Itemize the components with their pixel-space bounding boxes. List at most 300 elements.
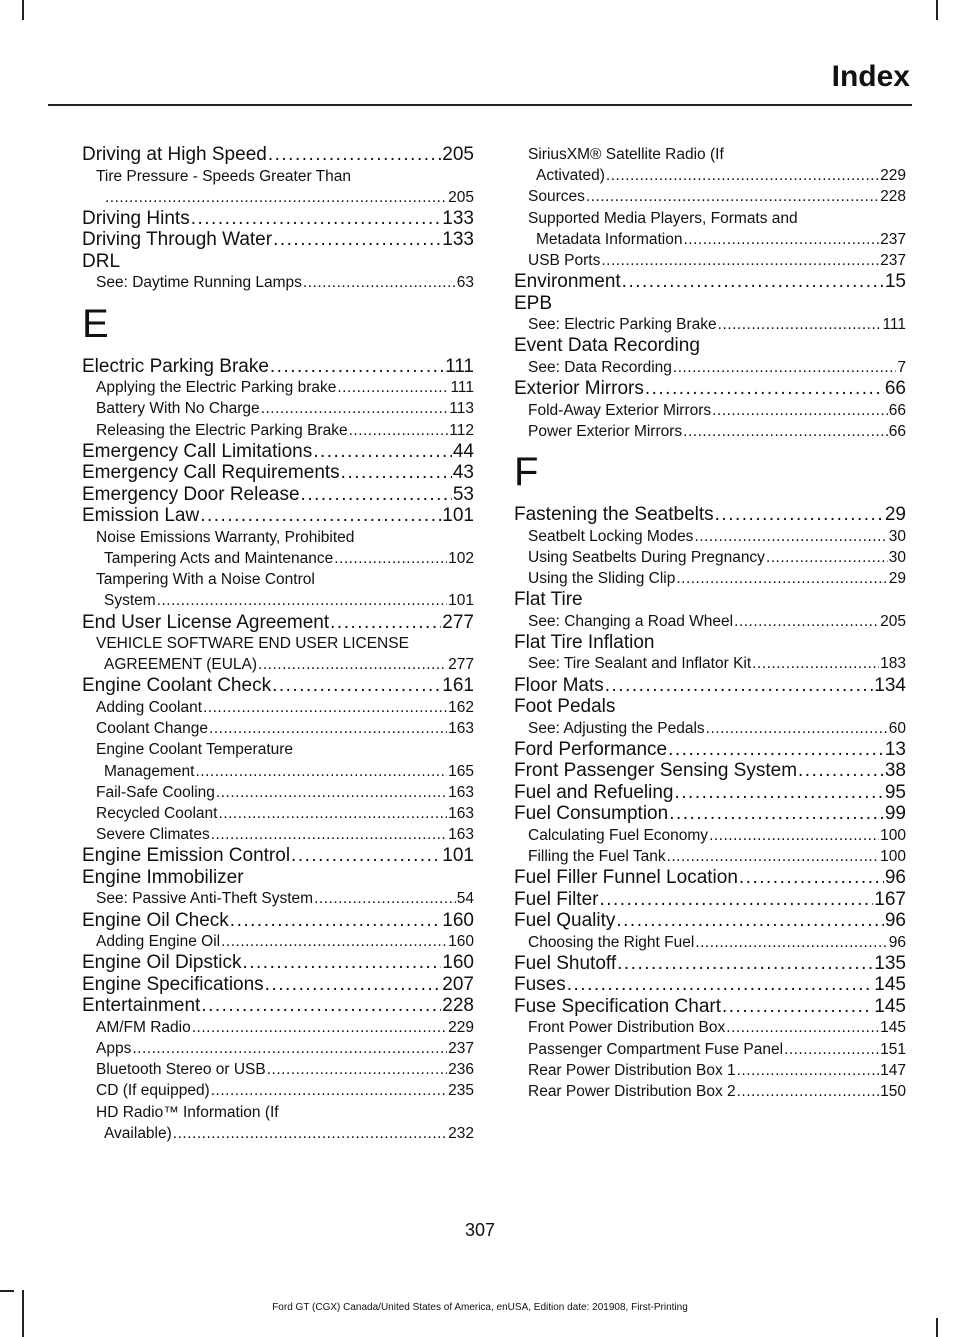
index-entry <box>514 504 906 526</box>
entry-page: 38 <box>884 760 906 782</box>
entry-text: Engine Emission Control <box>82 845 291 867</box>
index-subentry <box>514 357 906 378</box>
entry-text: Coolant Change <box>96 720 209 738</box>
index-subentry <box>514 846 906 867</box>
entry-text: Rear Power Distribution Box 1 <box>528 1061 736 1079</box>
entry-text: Fuel Filter <box>514 888 599 910</box>
entry-text: Emergency Call Requirements <box>82 462 340 484</box>
dot-leader <box>766 547 888 568</box>
entry-page: 29 <box>884 504 906 526</box>
entry-text: Ford Performance <box>514 738 668 760</box>
index-entry: Flat Tire <box>514 589 583 611</box>
entry-page: 150 <box>880 1082 906 1100</box>
dot-leader <box>683 229 879 250</box>
index-entry <box>82 462 474 484</box>
index-subentry <box>514 1039 906 1060</box>
entry-page: 101 <box>442 845 474 867</box>
dot-leader <box>203 697 447 718</box>
entry-text: See: Adjusting the Pedals <box>528 719 705 737</box>
index-entry <box>82 356 474 378</box>
index-subentry: Noise Emissions Warranty, Prohibited <box>96 528 355 546</box>
entry-text: Using the Sliding Clip <box>528 569 676 587</box>
index-subentry-continued <box>82 548 474 569</box>
entry-text: System <box>104 592 156 610</box>
entry-text: Emission Law <box>82 505 200 527</box>
entry-page: 229 <box>448 1018 474 1036</box>
entry-page: 205 <box>448 188 474 206</box>
entry-text: Power Exterior Mirrors <box>528 422 683 440</box>
dot-leader <box>200 505 441 527</box>
dot-leader <box>216 782 447 803</box>
index-entry <box>82 612 474 634</box>
index-subentry <box>82 272 474 293</box>
entry-text: End User License Agreement <box>82 611 330 633</box>
dot-leader <box>341 462 452 484</box>
index-subentry-continued <box>82 590 474 611</box>
index-entry: EPB <box>514 292 553 314</box>
entry-text: Fuel and Refueling <box>514 781 674 803</box>
dot-leader <box>211 824 447 845</box>
index-subentry <box>82 377 474 398</box>
entry-text: Fold-Away Exterior Mirrors <box>528 401 712 419</box>
index-subentry <box>82 1059 474 1080</box>
dot-leader <box>668 739 884 761</box>
entry-page: 133 <box>442 207 474 229</box>
dot-leader <box>605 675 874 697</box>
dot-leader <box>268 144 441 166</box>
index-subentry <box>514 825 906 846</box>
index-entry <box>514 996 906 1018</box>
index-subentry <box>514 186 906 207</box>
dot-leader <box>752 653 879 674</box>
entry-page: 66 <box>888 422 906 440</box>
entry-text: Entertainment <box>82 995 201 1017</box>
entry-page: 237 <box>880 252 906 270</box>
header-rule <box>48 104 912 106</box>
entry-text: Rear Power Distribution Box 2 <box>528 1082 736 1100</box>
entry-text: Engine Coolant Check <box>82 675 272 697</box>
section-letter: E <box>82 301 109 346</box>
index-subentry-continued <box>82 1123 474 1144</box>
dot-leader <box>645 378 884 400</box>
index-subentry <box>82 697 474 718</box>
entry-page: 228 <box>442 995 474 1017</box>
dot-leader <box>291 845 441 867</box>
entry-page: 29 <box>888 569 906 587</box>
index-subentry <box>514 314 906 335</box>
dot-leader <box>734 611 879 632</box>
entry-page: 134 <box>874 674 906 696</box>
index-subentry <box>82 420 474 441</box>
crop-mark <box>936 1318 938 1337</box>
entry-page: 53 <box>452 483 474 505</box>
entry-text: Emergency Door Release <box>82 483 300 505</box>
entry-text: Front Passenger Sensing System <box>514 760 798 782</box>
index-entry: Flat Tire Inflation <box>514 631 655 653</box>
dot-leader <box>330 612 441 634</box>
index-entry <box>514 739 906 761</box>
dot-leader <box>737 1081 880 1102</box>
entry-page: 44 <box>452 440 474 462</box>
entry-page: 145 <box>874 974 906 996</box>
entry-page: 66 <box>884 378 906 400</box>
dot-leader <box>709 825 879 846</box>
dot-leader <box>737 1060 880 1081</box>
entry-page: 99 <box>884 803 906 825</box>
dot-leader <box>195 761 447 782</box>
entry-text: Fastening the Seatbelts <box>514 504 714 526</box>
index-subentry <box>514 250 906 271</box>
index-subentry <box>82 1017 474 1038</box>
entry-text: Available) <box>104 1124 172 1142</box>
entry-page: 100 <box>880 826 906 844</box>
index-column-left <box>82 144 474 1144</box>
entry-page: 165 <box>448 762 474 780</box>
index-column-right <box>514 144 906 1102</box>
index-subentry <box>514 1081 906 1102</box>
index-entry: DRL <box>82 250 121 272</box>
dot-leader <box>616 910 883 932</box>
dot-leader <box>617 953 873 975</box>
index-subentry <box>514 1017 906 1038</box>
entry-page: 161 <box>442 675 474 697</box>
dot-leader <box>667 846 880 867</box>
index-subentry: Tire Pressure - Speeds Greater Than <box>96 167 352 185</box>
index-subentry <box>514 718 906 739</box>
entry-text: Management <box>104 762 195 780</box>
entry-text: Recycled Coolant <box>96 804 218 822</box>
entry-page: 235 <box>448 1082 474 1100</box>
dot-leader <box>221 931 447 952</box>
dot-leader <box>706 718 888 739</box>
entry-page: 96 <box>884 910 906 932</box>
index-entry: Engine Immobilizer <box>82 866 244 888</box>
index-entry <box>82 208 474 230</box>
entry-text: See: Electric Parking Brake <box>528 316 717 334</box>
entry-text: Fuel Filler Funnel Location <box>514 867 738 889</box>
entry-page: 113 <box>449 400 474 418</box>
entry-text: See: Passive Anti-Theft System <box>96 890 314 908</box>
index-entry <box>82 441 474 463</box>
index-subentry <box>82 824 474 845</box>
index-subentry: VEHICLE SOFTWARE END USER LICENSE <box>96 635 409 653</box>
entry-text: Passenger Compartment Fuse Panel <box>528 1040 784 1058</box>
index-subentry: SiriusXM® Satellite Radio (If <box>528 146 724 163</box>
entry-text: Choosing the Right Fuel <box>528 933 695 951</box>
dot-leader <box>718 314 882 335</box>
dot-leader <box>157 590 447 611</box>
entry-text: Engine Oil Check <box>82 909 229 931</box>
dot-leader <box>272 675 441 697</box>
entry-page: 30 <box>888 527 906 545</box>
crop-mark <box>22 0 24 20</box>
dot-leader <box>242 952 441 974</box>
page-title: Index <box>831 60 910 93</box>
index-subentry <box>82 931 474 952</box>
index-subentry <box>514 568 906 589</box>
index-entry <box>82 484 474 506</box>
entry-text: Applying the Electric Parking brake <box>96 379 337 397</box>
dot-leader <box>683 421 888 442</box>
dot-leader <box>132 1038 447 1059</box>
entry-page: 60 <box>888 719 906 737</box>
entry-text: Tampering Acts and Maintenance <box>104 549 334 567</box>
entry-text: Fuel Consumption <box>514 803 669 825</box>
crop-mark <box>0 1290 14 1292</box>
dot-leader <box>349 420 449 441</box>
index-entry: Event Data Recording <box>514 335 700 357</box>
entry-page: 160 <box>448 933 474 951</box>
entry-page: 163 <box>448 783 474 801</box>
index-subentry <box>82 1080 474 1101</box>
entry-text: See: Daytime Running Lamps <box>96 274 302 292</box>
page-number: 307 <box>464 1220 496 1240</box>
entry-text: CD (If equipped) <box>96 1082 210 1100</box>
dot-leader <box>586 186 879 207</box>
entry-text: See: Data Recording <box>528 358 672 376</box>
index-subentry <box>82 888 474 909</box>
dot-leader <box>273 229 441 251</box>
entry-page: 96 <box>884 867 906 889</box>
index-subentry: Tampering With a Noise Control <box>96 571 315 589</box>
dot-leader <box>192 1017 447 1038</box>
entry-page: 237 <box>448 1039 474 1057</box>
entry-page: 101 <box>442 505 474 527</box>
section-letter: F <box>514 450 539 495</box>
entry-page: 277 <box>442 611 474 633</box>
index-entry <box>514 867 906 889</box>
index-entry <box>82 144 474 166</box>
index-subentry <box>514 653 906 674</box>
index-subentry-continued <box>514 229 906 250</box>
dot-leader <box>694 526 887 547</box>
entry-text: Metadata Information <box>536 230 683 248</box>
entry-page: 163 <box>448 804 474 822</box>
entry-page: 163 <box>448 826 474 844</box>
index-subentry <box>514 611 906 632</box>
entry-text: Electric Parking Brake <box>82 355 269 377</box>
entry-page: 167 <box>874 888 906 910</box>
entry-page: 111 <box>445 355 474 377</box>
entry-text: Floor Mats <box>514 674 604 696</box>
entry-page: 54 <box>456 890 474 908</box>
index-subentry <box>514 932 906 953</box>
index-subentry-continued <box>82 187 474 208</box>
entry-page: 30 <box>888 548 906 566</box>
entry-text: Environment <box>514 271 621 293</box>
entry-page: 66 <box>888 401 906 419</box>
edition-note: Ford GT (CGX) Canada/United States of America, enUSA, Edition date: 201908, First-Printing <box>272 1302 688 1313</box>
entry-page: 15 <box>884 271 906 293</box>
dot-leader <box>270 356 444 378</box>
index-subentry-continued <box>82 654 474 675</box>
dot-leader <box>261 398 449 419</box>
entry-page: 7 <box>897 358 906 376</box>
entry-page: 162 <box>448 698 474 716</box>
dot-leader <box>201 995 441 1017</box>
index-entry: Foot Pedals <box>514 696 616 718</box>
dot-leader <box>669 803 884 825</box>
dot-leader <box>267 1059 447 1080</box>
index-entry <box>514 271 906 293</box>
index-entry <box>514 974 906 996</box>
index-subentry <box>82 803 474 824</box>
index-entry <box>514 378 906 400</box>
entry-text: Engine Specifications <box>82 973 264 995</box>
entry-text: AM/FM Radio <box>96 1018 191 1036</box>
crop-mark <box>22 1290 24 1337</box>
entry-page: 232 <box>448 1124 474 1142</box>
entry-text: Driving at High Speed <box>82 144 267 165</box>
entry-text: Fail-Safe Cooling <box>96 783 215 801</box>
entry-page: 63 <box>456 274 474 292</box>
dot-leader <box>334 548 447 569</box>
dot-leader <box>798 760 884 782</box>
entry-page: 96 <box>888 933 906 951</box>
index-entry <box>82 845 474 867</box>
index-subentry <box>82 782 474 803</box>
dot-leader <box>301 484 452 506</box>
dot-leader <box>209 718 447 739</box>
entry-text: Fuel Shutoff <box>514 952 617 974</box>
entry-text: Fuses <box>514 974 566 996</box>
entry-text: Sources <box>528 188 585 206</box>
entry-page: 133 <box>442 229 474 251</box>
dot-leader <box>173 1123 447 1144</box>
entry-text: Driving Through Water <box>82 229 273 251</box>
entry-page: 102 <box>448 549 474 567</box>
dot-leader <box>218 803 447 824</box>
index-subentry: HD Radio™ Information (If <box>96 1103 279 1121</box>
index-entry <box>82 505 474 527</box>
entry-page: 236 <box>448 1061 474 1079</box>
dot-leader <box>258 654 447 675</box>
index-entry <box>514 675 906 697</box>
entry-text: Seatbelt Locking Modes <box>528 527 694 545</box>
entry-text: Activated) <box>536 167 605 185</box>
crop-mark <box>936 0 938 20</box>
entry-text: Battery With No Charge <box>96 400 260 418</box>
index-entry <box>82 974 474 996</box>
entry-page: 101 <box>448 592 474 610</box>
entry-page: 112 <box>449 421 474 439</box>
dot-leader <box>712 400 888 421</box>
dot-leader <box>673 357 896 378</box>
entry-text: Calculating Fuel Economy <box>528 826 709 844</box>
index-entry <box>514 889 906 911</box>
entry-page: 237 <box>880 230 906 248</box>
index-entry <box>82 995 474 1017</box>
dot-leader <box>606 165 879 186</box>
entry-text: Releasing the Electric Parking Brake <box>96 421 348 439</box>
dot-leader <box>265 974 442 996</box>
index-entry <box>82 910 474 932</box>
entry-page: 205 <box>442 144 474 165</box>
index-entry <box>82 952 474 974</box>
entry-text: Adding Coolant <box>96 698 202 716</box>
dot-leader <box>675 782 884 804</box>
dot-leader <box>314 888 456 909</box>
entry-text: USB Ports <box>528 252 601 270</box>
index-subentry <box>82 1038 474 1059</box>
index-entry <box>514 953 906 975</box>
entry-text: Fuel Quality <box>514 910 616 932</box>
entry-text: Severe Climates <box>96 826 210 844</box>
index-subentry <box>82 398 474 419</box>
entry-text: AGREEMENT (EULA) <box>104 656 258 674</box>
index-subentry: Engine Coolant Temperature <box>96 741 294 759</box>
dot-leader <box>230 910 442 932</box>
index-entry <box>514 803 906 825</box>
entry-page: 277 <box>448 656 474 674</box>
entry-text: See: Tire Sealant and Inflator Kit <box>528 655 752 673</box>
entry-page: 160 <box>442 909 474 931</box>
dot-leader <box>337 377 449 398</box>
entry-text: Exterior Mirrors <box>514 378 644 400</box>
dot-leader <box>784 1039 879 1060</box>
dot-leader <box>211 1080 447 1101</box>
dot-leader <box>676 568 887 589</box>
dot-leader <box>303 272 456 293</box>
entry-text: Using Seatbelts During Pregnancy <box>528 548 765 566</box>
index-entry <box>514 910 906 932</box>
index-subentry-continued <box>82 761 474 782</box>
entry-text: Bluetooth Stereo or USB <box>96 1061 266 1079</box>
entry-text: Front Power Distribution Box <box>528 1019 726 1037</box>
dot-leader <box>599 889 873 911</box>
dot-leader <box>695 932 887 953</box>
index-subentry <box>514 526 906 547</box>
entry-text: Filling the Fuel Tank <box>528 847 666 865</box>
dot-leader <box>567 974 874 996</box>
entry-page: 151 <box>880 1040 906 1058</box>
dot-leader <box>739 867 884 889</box>
entry-page: 207 <box>442 973 474 995</box>
index-subentry <box>514 400 906 421</box>
index-subentry: Supported Media Players, Formats and <box>528 209 798 227</box>
entry-page: 43 <box>452 462 474 484</box>
entry-text: Apps <box>96 1039 132 1057</box>
entry-page: 145 <box>874 995 906 1017</box>
dot-leader <box>726 1017 879 1038</box>
index-subentry-continued <box>514 165 906 186</box>
entry-page: 160 <box>442 952 474 974</box>
index-entry <box>514 760 906 782</box>
entry-text: Adding Engine Oil <box>96 933 221 951</box>
dot-leader <box>601 250 879 271</box>
dot-leader <box>722 996 873 1018</box>
entry-text: Emergency Call Limitations <box>82 440 313 462</box>
entry-text: Driving Hints <box>82 207 190 229</box>
entry-page: 228 <box>880 188 906 206</box>
index-entry <box>82 675 474 697</box>
index-subentry <box>514 1060 906 1081</box>
entry-text: Fuse Specification Chart <box>514 995 721 1017</box>
dot-leader <box>105 187 447 208</box>
entry-page: 100 <box>880 847 906 865</box>
index-subentry <box>82 718 474 739</box>
entry-page: 147 <box>880 1061 906 1079</box>
dot-leader <box>715 504 884 526</box>
index-entry <box>514 782 906 804</box>
entry-page: 145 <box>880 1019 906 1037</box>
entry-page: 13 <box>884 738 906 760</box>
dot-leader <box>313 441 452 463</box>
entry-text: See: Changing a Road Wheel <box>528 612 734 630</box>
entry-page: 111 <box>882 316 906 334</box>
index-subentry <box>514 421 906 442</box>
index-subentry <box>514 547 906 568</box>
